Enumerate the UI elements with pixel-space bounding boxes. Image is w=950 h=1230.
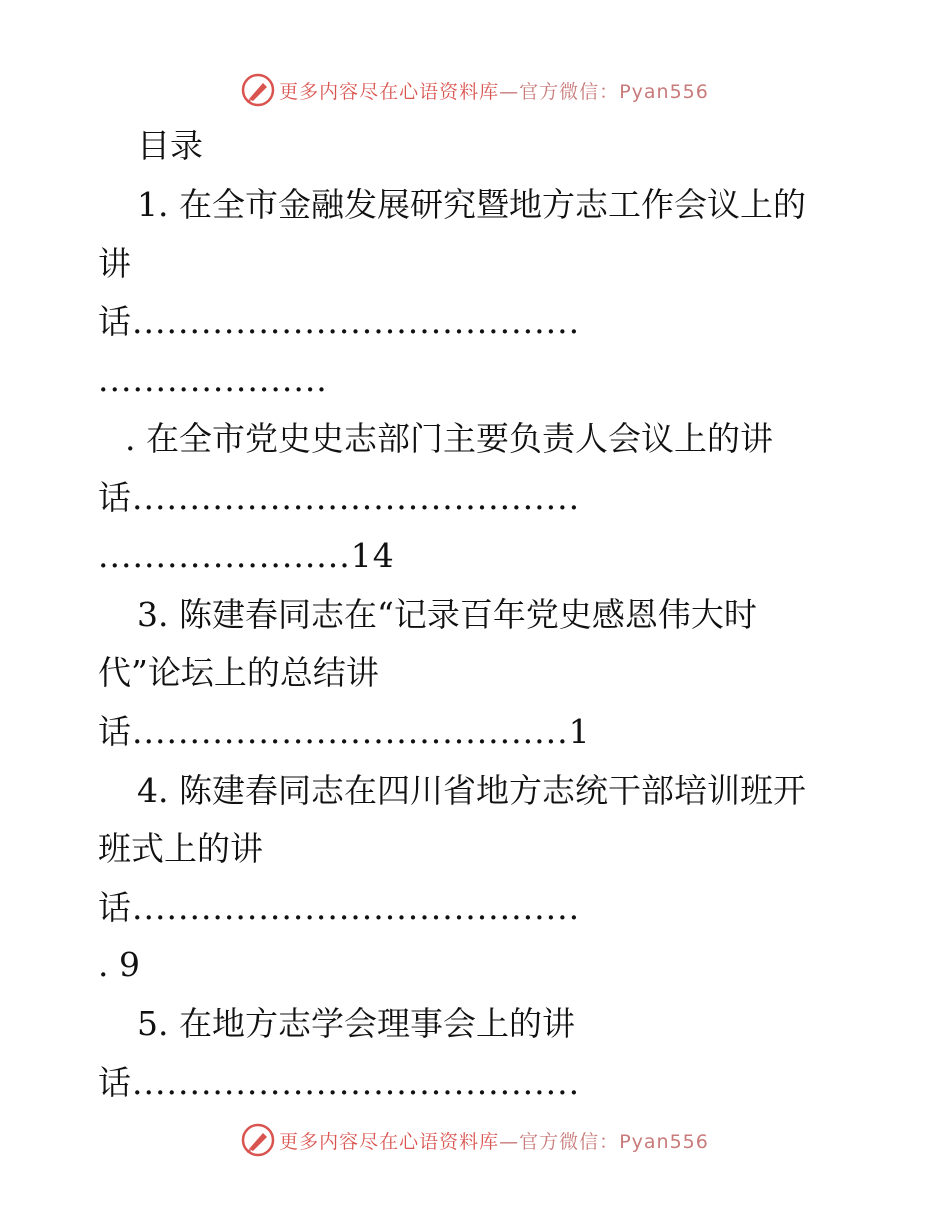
banner-separator: —官方微信： xyxy=(499,1130,620,1153)
toc-entry-5-line-2: 话....................................... xyxy=(98,1063,581,1102)
toc-entry-3-line-3: 话......................................1 xyxy=(98,712,591,751)
toc-entry-3-line-1: 3. 陈建春同志在“记录百年党史感恩伟大时 xyxy=(137,595,757,634)
toc-entry-2-line-1: . 在全市党史史志部门主要负责人会议上的讲 xyxy=(125,419,773,458)
banner-text xyxy=(279,1127,709,1154)
toc-entry-4-line-3: 话....................................... xyxy=(98,888,581,927)
toc-entry-4-line-1: 4. 陈建春同志在四川省地方志统干部培训班开 xyxy=(137,771,806,810)
banner-text xyxy=(279,77,709,104)
toc-entry-1-line-1: 1. 在全市金融发展研究暨地方志工作会议上的 xyxy=(137,185,806,224)
toc-entry-1-line-3: 话....................................... xyxy=(98,302,581,341)
footer-watermark xyxy=(0,1120,950,1160)
toc-entry-5-line-1: 5. 在地方志学会理事会上的讲 xyxy=(137,1004,575,1043)
toc-entry-1-line-2: 讲 xyxy=(98,244,131,283)
toc-entry-4-line-2: 班式上的讲 xyxy=(98,829,263,868)
toc-title: 目录 xyxy=(137,126,203,165)
header-watermark xyxy=(0,70,950,110)
toc-entry-1-line-4: .................... xyxy=(98,360,328,399)
toc-entry-3-line-2: 代”论坛上的总结讲 xyxy=(98,653,379,692)
pen-logo-icon xyxy=(241,1123,275,1157)
toc-entry-4-line-4: . 9 xyxy=(98,945,140,984)
banner-main: 更多内容尽在心语资料库 xyxy=(279,80,500,103)
pen-logo-icon xyxy=(241,73,275,107)
toc-entry-2-line-3: ......................14 xyxy=(98,536,395,575)
banner-separator: —官方微信： xyxy=(499,80,620,103)
banner-main: 更多内容尽在心语资料库 xyxy=(279,1130,500,1153)
toc-entry-2-line-2: 话....................................... xyxy=(98,478,581,517)
banner-wechat-id: Pyan556 xyxy=(619,80,709,103)
banner-wechat-id: Pyan556 xyxy=(619,1130,709,1153)
